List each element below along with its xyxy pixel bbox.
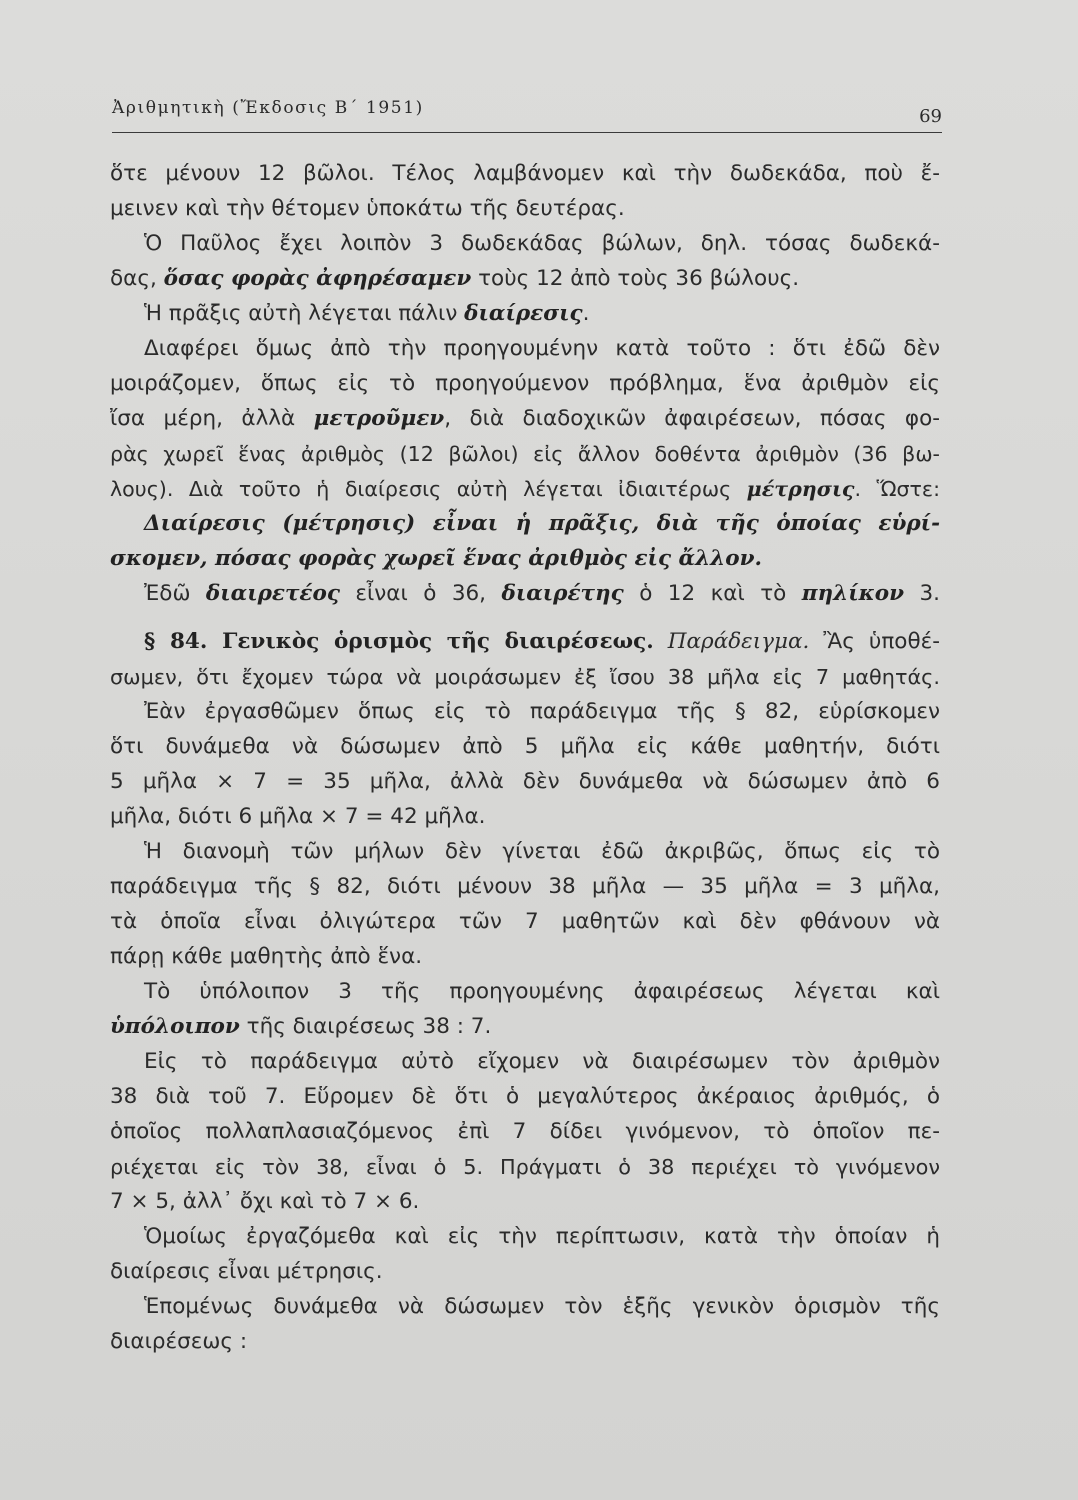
- definition-line: [110, 543, 762, 575]
- text-line: [110, 1291, 940, 1323]
- text-run: 3.: [904, 581, 940, 606]
- text-run: Ἂς ὑποθέ-: [809, 629, 940, 654]
- text-run: ὅτι δυνάμεθα νὰ δώσωμεν ἀπὸ 5 μῆλα εἰς κάθε μαθητήν, διότι: [110, 734, 940, 759]
- text-run: μῆλα, διότι 6 μῆλα × 7 = 42 μῆλα.: [110, 804, 486, 829]
- text-line: [110, 976, 940, 1008]
- text-line: [110, 696, 940, 728]
- definition-line: [110, 508, 940, 540]
- text-run: τὰ ὁποῖα εἶναι ὀλιγώτερα τῶν 7 μαθητῶν καὶ δὲν φθάνουν νὰ: [110, 909, 940, 934]
- text-line: [110, 731, 940, 763]
- text-run: εἶναι ὁ 36,: [339, 581, 502, 606]
- section-heading: § 84. Γενικὸς ὁρισμὸς τῆς διαιρέσεως.: [144, 629, 654, 654]
- text-line: [110, 661, 940, 693]
- running-title: Ἀριθμητικὴ (Ἔκδοσις Β΄ 1951): [112, 98, 424, 118]
- text-run: μεινεν καὶ τὴν θέτομεν ὑποκάτω τῆς δευτέρας.: [110, 196, 625, 221]
- text-run: Ὁ Παῦλος ἔχει λοιπὸν 3 δωδεκάδας βώλων, δηλ. τόσας δωδεκά-: [144, 231, 940, 256]
- text-run: διαιρέσεως :: [110, 1329, 248, 1354]
- text-line: [110, 1116, 940, 1148]
- text-line: [110, 193, 625, 225]
- text-run: δας,: [110, 266, 164, 291]
- term-remainder: ὑπόλοιπον: [110, 1014, 240, 1039]
- text-line: [110, 263, 799, 295]
- definition-text: σκομεν, πόσας φορὰς χωρεῖ ἕνας ἀριθμὸς εἰς ἄλλον.: [110, 546, 762, 571]
- text-line: [110, 1186, 419, 1218]
- text-run: ὁποῖος πολλαπλασιαζόμενος ἐπὶ 7 δίδει γινόμενον, τὸ ὁποῖον πε-: [110, 1119, 940, 1144]
- text-line: [110, 368, 940, 400]
- term-quotient: πηλίκον: [801, 581, 905, 606]
- text-line: [110, 1046, 940, 1078]
- text-run: σωμεν, ὅτι ἔχομεν τώρα νὰ μοιράσωμεν ἐξ ἴσου 38 μῆλα εἰς 7 μαθητάς.: [110, 665, 940, 689]
- page-number: 69: [919, 106, 942, 127]
- text-line: [110, 438, 940, 470]
- example-label: Παράδειγμα.: [653, 629, 810, 654]
- text-run: παράδειγμα τῆς § 82, διότι μένουν 38 μῆλα — 35 μῆλα = 3 μῆλα,: [110, 874, 940, 899]
- text-line: [110, 158, 940, 190]
- text-line: [110, 1011, 491, 1043]
- page-header: [112, 98, 942, 133]
- text-run: Τὸ ὑπόλοιπον 3 τῆς προηγουμένης ἀφαιρέσεως λέγεται καὶ: [144, 979, 940, 1004]
- term-measurement: μέτρησις: [746, 477, 855, 501]
- text-run: . Ὥστε:: [854, 477, 941, 501]
- text-line: [110, 1151, 940, 1183]
- text-run: πάρῃ κάθε μαθητὴς ἀπὸ ἕνα.: [110, 944, 423, 969]
- text-line: [110, 228, 940, 260]
- text-run: ριέχεται εἰς τὸν 38, εἶναι ὁ 5. Πράγματι ὁ 38 περιέχει τὸ γινόμενον: [110, 1155, 940, 1179]
- text-run: τῆς διαιρέσεως 38 : 7.: [239, 1014, 492, 1039]
- text-line: [110, 403, 940, 435]
- text-line: [110, 473, 940, 505]
- term-divisor: διαιρέτης: [501, 581, 624, 606]
- term-dividend: διαιρετέος: [205, 581, 340, 606]
- text-line: [110, 333, 940, 365]
- text-run: ὅτε μένουν 12 βῶλοι. Τέλος λαμβάνομεν καὶ τὴν δωδεκάδα, ποὺ ἔ-: [110, 161, 940, 186]
- definition-text: Διαίρεσις (μέτρησις) εἶναι ἡ πρᾶξις, διὰ τῆς ὁποίας εὑρί-: [144, 511, 940, 536]
- text-line: [110, 941, 422, 973]
- text-line: [110, 766, 940, 798]
- text-line: [110, 836, 940, 868]
- text-run: μοιράζομεν, ὅπως εἰς τὸ προηγούμενον πρόβλημα, ἕνα ἀριθμὸν εἰς: [110, 371, 940, 396]
- text-run: ρὰς χωρεῖ ἕνας ἀριθμὸς (12 βῶλοι) εἰς ἄλλον δοθέντα ἀριθμὸν (36 βω-: [110, 442, 940, 466]
- text-run: .: [582, 301, 590, 326]
- text-run: Διαφέρει ὅμως ἀπὸ τὴν προηγουμένην κατὰ τοῦτο : ὅτι ἐδῶ δὲν: [144, 336, 940, 361]
- text-run: λους). Διὰ τοῦτο ἡ διαίρεσις αὐτὴ λέγεται ἰδιαιτέρως: [110, 477, 747, 501]
- text-run: 38 διὰ τοῦ 7. Εὕρομεν δὲ ὅτι ὁ μεγαλύτερος ἀκέραιος ἀριθμός, ὁ: [110, 1084, 940, 1109]
- text-line: [110, 578, 940, 610]
- text-run: Ἐὰν ἐργασθῶμεν ὅπως εἰς τὸ παράδειγμα τῆς § 82, εὑρίσκομεν: [144, 699, 940, 724]
- text-line: [110, 1256, 383, 1288]
- emphasis-text: μετροῦμεν: [313, 406, 445, 431]
- text-line: [110, 1221, 940, 1253]
- text-run: ἴσα μέρη, ἀλλὰ: [110, 406, 314, 431]
- text-run: , διὰ διαδοχικῶν ἀφαιρέσεων, πόσας φο-: [444, 406, 940, 431]
- text-line: [110, 1081, 940, 1113]
- text-run: ὁ 12 καὶ τὸ: [623, 581, 802, 606]
- text-line: [110, 906, 940, 938]
- text-run: 5 μῆλα × 7 = 35 μῆλα, ἀλλὰ δὲν δυνάμεθα νὰ δώσωμεν ἀπὸ 6: [110, 769, 940, 794]
- text-line: [110, 871, 940, 903]
- text-line: [110, 801, 486, 833]
- text-run: Εἰς τὸ παράδειγμα αὐτὸ εἴχομεν νὰ διαιρέσωμεν τὸν ἀριθμὸν: [144, 1049, 940, 1074]
- text-run: Ἐδῶ: [144, 581, 206, 606]
- text-run: 7 × 5, ἀλλ᾿ ὄχι καὶ τὸ 7 × 6.: [110, 1189, 420, 1214]
- text-run: Ὁμοίως ἐργαζόμεθα καὶ εἰς τὴν περίπτωσιν, κατὰ τὴν ὁποίαν ἡ: [144, 1224, 940, 1249]
- text-run: τοὺς 12 ἀπὸ τοὺς 36 βώλους.: [471, 266, 800, 291]
- text-run: Ἡ διανομὴ τῶν μήλων δὲν γίνεται ἐδῶ ἀκριβῶς, ὅπως εἰς τὸ: [144, 839, 940, 864]
- text-line: [110, 298, 589, 330]
- text-line: [110, 1326, 247, 1358]
- text-run: Ἡ πρᾶξις αὐτὴ λέγεται πάλιν: [144, 301, 465, 326]
- text-run: Ἑπομένως δυνάμεθα νὰ δώσωμεν τὸν ἑξῆς γενικὸν ὁρισμὸν τῆς: [144, 1294, 940, 1319]
- term-division: διαίρεσις: [464, 301, 583, 326]
- text-run: διαίρεσις εἶναι μέτρησις.: [110, 1259, 383, 1284]
- emphasis-text: ὅσας φορὰς ἀφηρέσαμεν: [163, 266, 472, 291]
- section-heading-line: [110, 626, 940, 658]
